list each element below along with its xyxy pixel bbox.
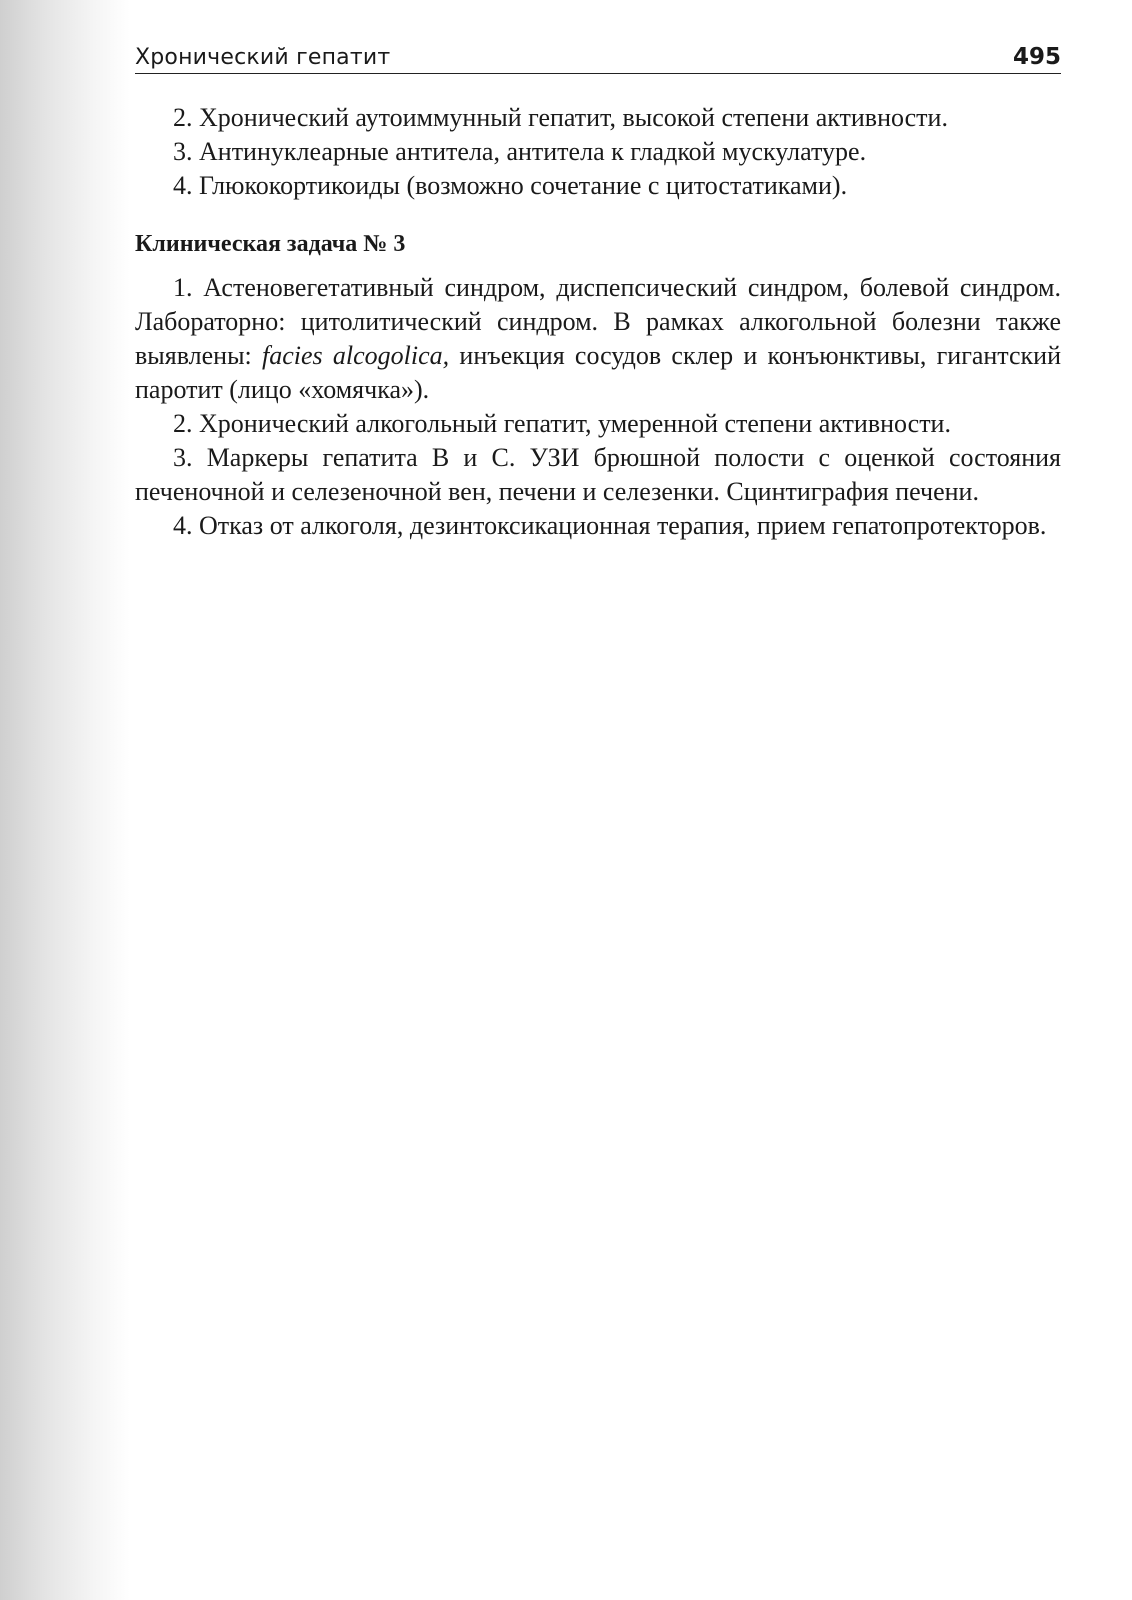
answer-paragraph: 4. Глюкокортикоиды (возможно сочетание с цитостатиками).: [173, 171, 848, 200]
page-content: [135, 101, 1061, 543]
section-heading: Клиническая задача № 3: [135, 231, 406, 257]
running-head: [135, 44, 1061, 74]
answer-paragraph: 2. Хронический аутоиммунный гепатит, высокой степени активности.: [173, 103, 948, 132]
previous-task-answers: [135, 101, 1061, 203]
page-number: 495: [1012, 44, 1061, 70]
answer-text: инъекция сосудов склер и конъюнктивы, гигантский паротит (лицо «хомячка»).: [135, 341, 1061, 404]
answer-paragraph: 3. Антинуклеарные антитела, антитела к гладкой мускулатуре.: [173, 137, 867, 166]
answer-paragraph-4: 4. Отказ от алкоголя, дезинтоксикационная терапия, прием гепатопротекторов.: [173, 511, 1047, 540]
answer-paragraph-2: 2. Хронический алкогольный гепатит, умеренной степени активности.: [173, 409, 951, 438]
running-head-title: Хронический гепатит: [135, 45, 391, 70]
binding-gutter-shadow: [0, 0, 130, 1600]
italic-term: facies alcogolica,: [262, 341, 450, 370]
answer-paragraph-3: 3. Маркеры гепатита В и С. УЗИ брюшной полости с оценкой состояния печеночной и селезеночной вен, печени и селезенки. Сцинтиграфия печени.: [135, 443, 1061, 506]
task3-answers: [135, 271, 1061, 543]
answer-text: 1. Астеновегетативный синдром, диспепсический синдром, болевой синдром. Лабораторно: цитолитический синдром. В рамках алкогольной болезни также выявлены:: [135, 273, 1061, 370]
book-page: [135, 44, 1061, 543]
answer-paragraph-1: [135, 271, 1061, 407]
